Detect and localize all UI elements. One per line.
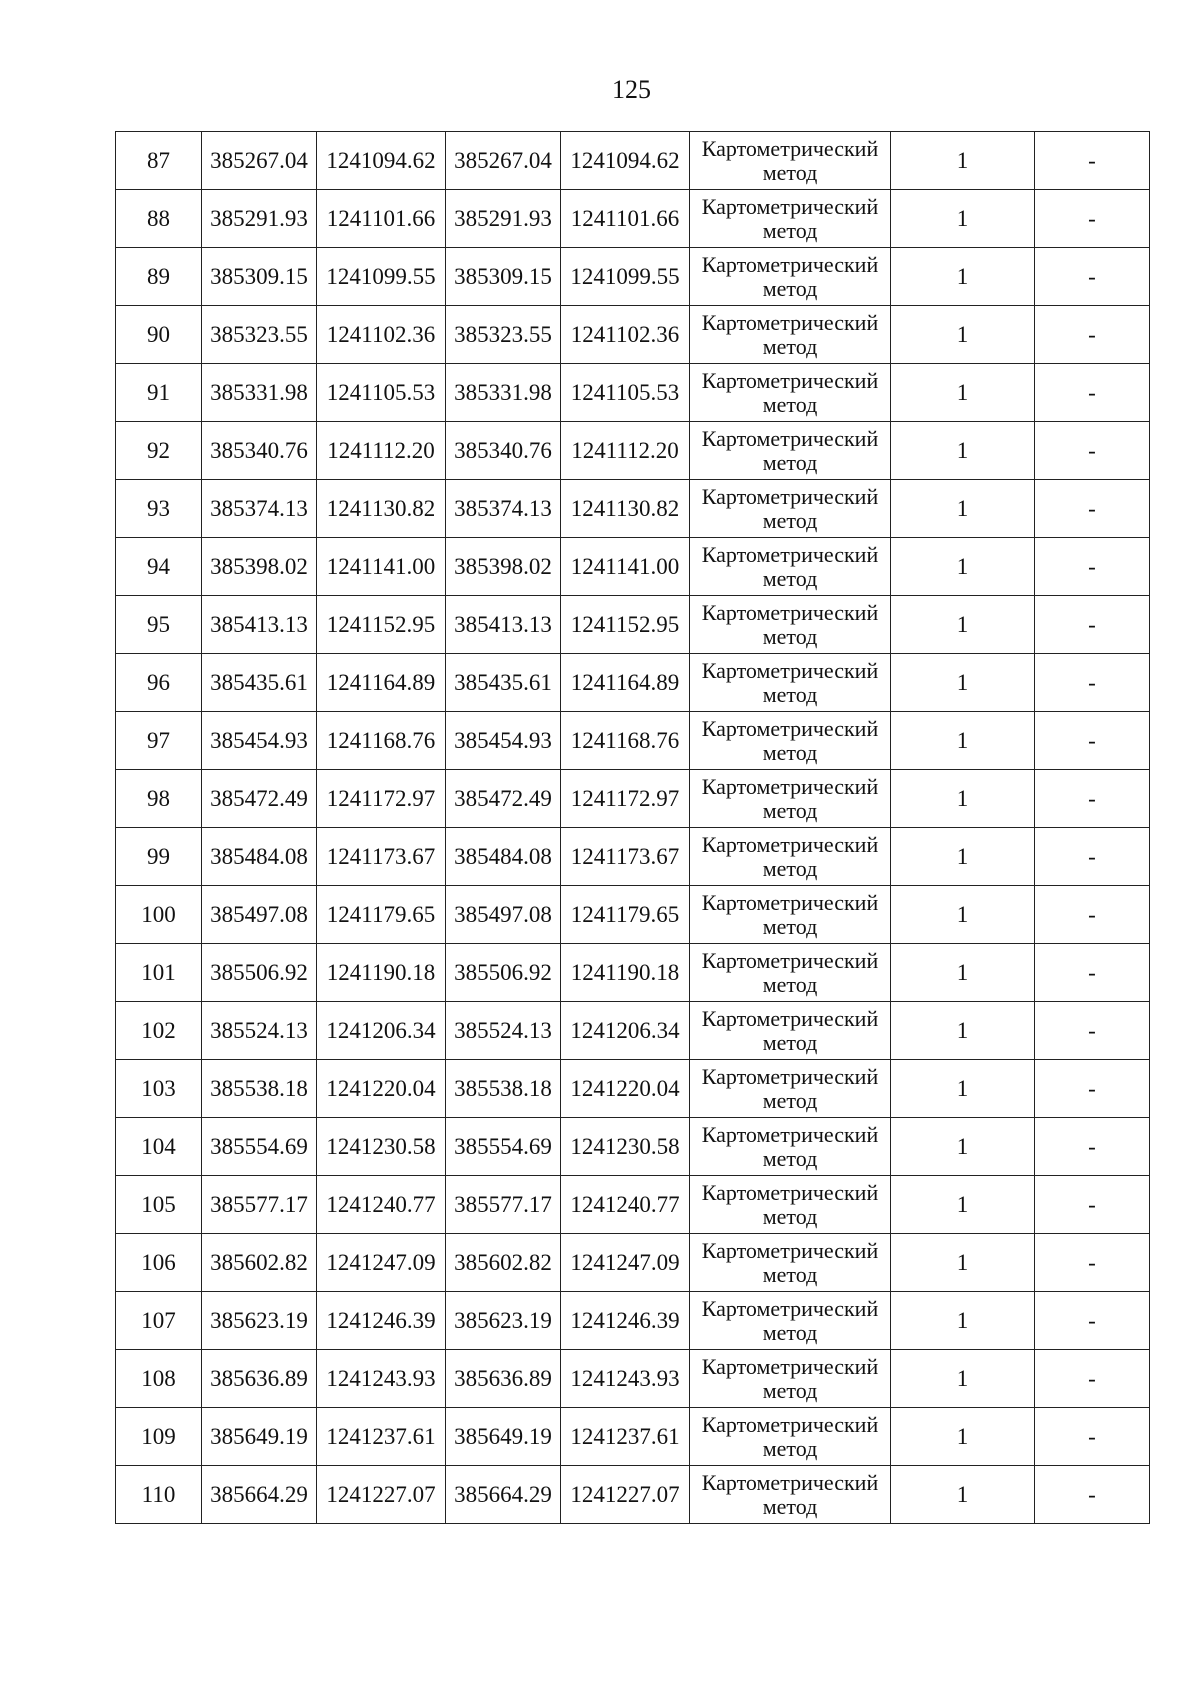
accuracy-cell: 1 — [891, 1292, 1035, 1350]
method-label-line1: Картометрический — [701, 483, 879, 509]
y-coordinate-2-cell: 1241164.89 — [561, 654, 690, 712]
note-cell: - — [1035, 1408, 1150, 1466]
table-row — [116, 1234, 1150, 1292]
method-label-line2: метод — [762, 1377, 818, 1403]
method-label-line2: метод — [762, 507, 818, 533]
x-coordinate-cell: 385538.18 — [202, 1060, 317, 1118]
x-coordinate-cell: 385267.04 — [202, 132, 317, 190]
method-label-line1: Картометрический — [701, 251, 879, 277]
accuracy-cell: 1 — [891, 1060, 1035, 1118]
x-coordinate-cell: 385374.13 — [202, 480, 317, 538]
y-coordinate-2-cell: 1241227.07 — [561, 1466, 690, 1524]
note-cell: - — [1035, 480, 1150, 538]
method-cell — [690, 480, 891, 538]
method-label-line2: метод — [762, 1319, 818, 1345]
x-coordinate-2-cell: 385291.93 — [446, 190, 561, 248]
accuracy-cell: 1 — [891, 886, 1035, 944]
note-cell: - — [1035, 1118, 1150, 1176]
note-cell: - — [1035, 132, 1150, 190]
method-label-line1: Картометрический — [701, 1121, 879, 1147]
method-label-line1: Картометрический — [701, 947, 879, 973]
table-body — [116, 132, 1150, 1524]
y-coordinate-cell: 1241206.34 — [317, 1002, 446, 1060]
method-label-line1: Картометрический — [701, 715, 879, 741]
method-cell — [690, 596, 891, 654]
note-cell: - — [1035, 1002, 1150, 1060]
y-coordinate-cell: 1241172.97 — [317, 770, 446, 828]
table-row — [116, 1292, 1150, 1350]
x-coordinate-cell: 385649.19 — [202, 1408, 317, 1466]
y-coordinate-2-cell: 1241230.58 — [561, 1118, 690, 1176]
method-label-line2: метод — [762, 739, 818, 765]
x-coordinate-cell: 385602.82 — [202, 1234, 317, 1292]
method-cell — [690, 306, 891, 364]
method-label-line2: метод — [762, 1029, 818, 1055]
table-row — [116, 596, 1150, 654]
point-number-cell: 92 — [116, 422, 202, 480]
y-coordinate-2-cell: 1241112.20 — [561, 422, 690, 480]
y-coordinate-2-cell: 1241102.36 — [561, 306, 690, 364]
point-number-cell: 91 — [116, 364, 202, 422]
x-coordinate-2-cell: 385309.15 — [446, 248, 561, 306]
method-label-line2: метод — [762, 623, 818, 649]
y-coordinate-2-cell: 1241247.09 — [561, 1234, 690, 1292]
x-coordinate-2-cell: 385374.13 — [446, 480, 561, 538]
accuracy-cell: 1 — [891, 190, 1035, 248]
accuracy-cell: 1 — [891, 596, 1035, 654]
point-number-cell: 107 — [116, 1292, 202, 1350]
x-coordinate-cell: 385435.61 — [202, 654, 317, 712]
note-cell: - — [1035, 1466, 1150, 1524]
method-cell — [690, 712, 891, 770]
x-coordinate-2-cell: 385623.19 — [446, 1292, 561, 1350]
x-coordinate-cell: 385323.55 — [202, 306, 317, 364]
accuracy-cell: 1 — [891, 1234, 1035, 1292]
note-cell: - — [1035, 886, 1150, 944]
x-coordinate-2-cell: 385497.08 — [446, 886, 561, 944]
method-label-line1: Картометрический — [701, 425, 879, 451]
y-coordinate-2-cell: 1241240.77 — [561, 1176, 690, 1234]
method-label-line2: метод — [762, 1261, 818, 1287]
note-cell: - — [1035, 364, 1150, 422]
table-row — [116, 828, 1150, 886]
x-coordinate-2-cell: 385454.93 — [446, 712, 561, 770]
note-cell: - — [1035, 190, 1150, 248]
method-label-line2: метод — [762, 1145, 818, 1171]
method-cell — [690, 828, 891, 886]
method-label-line2: метод — [762, 971, 818, 997]
y-coordinate-cell: 1241247.09 — [317, 1234, 446, 1292]
method-label-line1: Картометрический — [701, 1469, 879, 1495]
y-coordinate-cell: 1241102.36 — [317, 306, 446, 364]
method-label-line2: метод — [762, 217, 818, 243]
table-row — [116, 538, 1150, 596]
note-cell: - — [1035, 1060, 1150, 1118]
x-coordinate-cell: 385636.89 — [202, 1350, 317, 1408]
method-cell — [690, 364, 891, 422]
table-row — [116, 1350, 1150, 1408]
x-coordinate-2-cell: 385577.17 — [446, 1176, 561, 1234]
accuracy-cell: 1 — [891, 1350, 1035, 1408]
y-coordinate-cell: 1241164.89 — [317, 654, 446, 712]
note-cell: - — [1035, 828, 1150, 886]
note-cell: - — [1035, 712, 1150, 770]
note-cell: - — [1035, 538, 1150, 596]
accuracy-cell: 1 — [891, 480, 1035, 538]
method-label-line1: Картометрический — [701, 1353, 879, 1379]
method-label-line1: Картометрический — [701, 599, 879, 625]
method-label-line1: Картометрический — [701, 889, 879, 915]
table-row — [116, 1408, 1150, 1466]
accuracy-cell: 1 — [891, 1408, 1035, 1466]
method-label-line1: Картометрический — [701, 773, 879, 799]
y-coordinate-2-cell: 1241206.34 — [561, 1002, 690, 1060]
point-number-cell: 100 — [116, 886, 202, 944]
x-coordinate-2-cell: 385664.29 — [446, 1466, 561, 1524]
method-label-line2: метод — [762, 681, 818, 707]
table-row — [116, 770, 1150, 828]
method-label-line1: Картометрический — [701, 309, 879, 335]
accuracy-cell: 1 — [891, 828, 1035, 886]
x-coordinate-cell: 385472.49 — [202, 770, 317, 828]
x-coordinate-2-cell: 385484.08 — [446, 828, 561, 886]
y-coordinate-cell: 1241246.39 — [317, 1292, 446, 1350]
y-coordinate-cell: 1241237.61 — [317, 1408, 446, 1466]
accuracy-cell: 1 — [891, 770, 1035, 828]
method-label-line2: метод — [762, 449, 818, 475]
x-coordinate-2-cell: 385340.76 — [446, 422, 561, 480]
accuracy-cell: 1 — [891, 712, 1035, 770]
point-number-cell: 109 — [116, 1408, 202, 1466]
y-coordinate-cell: 1241112.20 — [317, 422, 446, 480]
table-row — [116, 190, 1150, 248]
x-coordinate-cell: 385291.93 — [202, 190, 317, 248]
method-cell — [690, 248, 891, 306]
y-coordinate-cell: 1241141.00 — [317, 538, 446, 596]
y-coordinate-cell: 1241240.77 — [317, 1176, 446, 1234]
x-coordinate-cell: 385577.17 — [202, 1176, 317, 1234]
point-number-cell: 97 — [116, 712, 202, 770]
accuracy-cell: 1 — [891, 1002, 1035, 1060]
note-cell: - — [1035, 654, 1150, 712]
y-coordinate-2-cell: 1241130.82 — [561, 480, 690, 538]
method-label-line1: Картометрический — [701, 367, 879, 393]
note-cell: - — [1035, 248, 1150, 306]
y-coordinate-2-cell: 1241172.97 — [561, 770, 690, 828]
x-coordinate-cell: 385454.93 — [202, 712, 317, 770]
y-coordinate-2-cell: 1241105.53 — [561, 364, 690, 422]
method-label-line1: Картометрический — [701, 1295, 879, 1321]
accuracy-cell: 1 — [891, 422, 1035, 480]
x-coordinate-2-cell: 385506.92 — [446, 944, 561, 1002]
note-cell: - — [1035, 944, 1150, 1002]
table-row — [116, 132, 1150, 190]
table-row — [116, 248, 1150, 306]
point-number-cell: 88 — [116, 190, 202, 248]
table-row — [116, 422, 1150, 480]
x-coordinate-2-cell: 385323.55 — [446, 306, 561, 364]
point-number-cell: 96 — [116, 654, 202, 712]
method-label-line1: Картометрический — [701, 193, 879, 219]
point-number-cell: 103 — [116, 1060, 202, 1118]
x-coordinate-2-cell: 385267.04 — [446, 132, 561, 190]
method-label-line1: Картометрический — [701, 1179, 879, 1205]
y-coordinate-2-cell: 1241152.95 — [561, 596, 690, 654]
method-label-line1: Картометрический — [701, 135, 879, 161]
y-coordinate-cell: 1241094.62 — [317, 132, 446, 190]
point-number-cell: 110 — [116, 1466, 202, 1524]
method-cell — [690, 1466, 891, 1524]
y-coordinate-cell: 1241130.82 — [317, 480, 446, 538]
y-coordinate-cell: 1241220.04 — [317, 1060, 446, 1118]
table-row — [116, 364, 1150, 422]
x-coordinate-cell: 385554.69 — [202, 1118, 317, 1176]
method-label-line1: Картометрический — [701, 831, 879, 857]
point-number-cell: 106 — [116, 1234, 202, 1292]
accuracy-cell: 1 — [891, 1176, 1035, 1234]
point-number-cell: 99 — [116, 828, 202, 886]
method-cell — [690, 654, 891, 712]
x-coordinate-cell: 385331.98 — [202, 364, 317, 422]
method-cell — [690, 886, 891, 944]
note-cell: - — [1035, 422, 1150, 480]
y-coordinate-2-cell: 1241246.39 — [561, 1292, 690, 1350]
note-cell: - — [1035, 596, 1150, 654]
table-row — [116, 1176, 1150, 1234]
y-coordinate-2-cell: 1241237.61 — [561, 1408, 690, 1466]
method-label-line2: метод — [762, 1087, 818, 1113]
method-label-line1: Картометрический — [701, 541, 879, 567]
note-cell: - — [1035, 1292, 1150, 1350]
point-number-cell: 105 — [116, 1176, 202, 1234]
point-number-cell: 93 — [116, 480, 202, 538]
method-cell — [690, 1118, 891, 1176]
x-coordinate-cell: 385497.08 — [202, 886, 317, 944]
accuracy-cell: 1 — [891, 1118, 1035, 1176]
y-coordinate-2-cell: 1241243.93 — [561, 1350, 690, 1408]
table-row — [116, 944, 1150, 1002]
method-label-line2: метод — [762, 391, 818, 417]
table-row — [116, 886, 1150, 944]
method-cell — [690, 1408, 891, 1466]
method-label-line2: метод — [762, 1435, 818, 1461]
method-label-line1: Картометрический — [701, 1063, 879, 1089]
x-coordinate-2-cell: 385472.49 — [446, 770, 561, 828]
point-number-cell: 102 — [116, 1002, 202, 1060]
method-label-line2: метод — [762, 913, 818, 939]
y-coordinate-2-cell: 1241141.00 — [561, 538, 690, 596]
method-cell — [690, 770, 891, 828]
method-label-line1: Картометрический — [701, 1411, 879, 1437]
coordinates-table — [115, 131, 1150, 1524]
table-row — [116, 712, 1150, 770]
x-coordinate-2-cell: 385649.19 — [446, 1408, 561, 1466]
method-label-line2: метод — [762, 565, 818, 591]
method-cell — [690, 1002, 891, 1060]
method-label-line2: метод — [762, 159, 818, 185]
point-number-cell: 98 — [116, 770, 202, 828]
point-number-cell: 108 — [116, 1350, 202, 1408]
accuracy-cell: 1 — [891, 1466, 1035, 1524]
method-label-line2: метод — [762, 797, 818, 823]
y-coordinate-2-cell: 1241101.66 — [561, 190, 690, 248]
x-coordinate-2-cell: 385602.82 — [446, 1234, 561, 1292]
y-coordinate-2-cell: 1241099.55 — [561, 248, 690, 306]
method-cell — [690, 1176, 891, 1234]
y-coordinate-2-cell: 1241094.62 — [561, 132, 690, 190]
x-coordinate-cell: 385413.13 — [202, 596, 317, 654]
table-row — [116, 654, 1150, 712]
method-cell — [690, 1292, 891, 1350]
x-coordinate-cell: 385506.92 — [202, 944, 317, 1002]
method-label-line2: метод — [762, 275, 818, 301]
x-coordinate-2-cell: 385636.89 — [446, 1350, 561, 1408]
point-number-cell: 101 — [116, 944, 202, 1002]
x-coordinate-2-cell: 385524.13 — [446, 1002, 561, 1060]
accuracy-cell: 1 — [891, 306, 1035, 364]
x-coordinate-cell: 385524.13 — [202, 1002, 317, 1060]
y-coordinate-cell: 1241099.55 — [317, 248, 446, 306]
point-number-cell: 104 — [116, 1118, 202, 1176]
x-coordinate-cell: 385664.29 — [202, 1466, 317, 1524]
y-coordinate-2-cell: 1241179.65 — [561, 886, 690, 944]
method-label-line2: метод — [762, 1203, 818, 1229]
y-coordinate-2-cell: 1241168.76 — [561, 712, 690, 770]
y-coordinate-2-cell: 1241173.67 — [561, 828, 690, 886]
x-coordinate-2-cell: 385538.18 — [446, 1060, 561, 1118]
y-coordinate-cell: 1241168.76 — [317, 712, 446, 770]
accuracy-cell: 1 — [891, 364, 1035, 422]
point-number-cell: 90 — [116, 306, 202, 364]
method-label-line2: метод — [762, 1493, 818, 1519]
x-coordinate-2-cell: 385413.13 — [446, 596, 561, 654]
table-row — [116, 480, 1150, 538]
method-cell — [690, 1060, 891, 1118]
point-number-cell: 89 — [116, 248, 202, 306]
x-coordinate-cell: 385398.02 — [202, 538, 317, 596]
accuracy-cell: 1 — [891, 538, 1035, 596]
table-row — [116, 1060, 1150, 1118]
table-row — [116, 1466, 1150, 1524]
method-cell — [690, 1234, 891, 1292]
table-row — [116, 306, 1150, 364]
method-label-line1: Картометрический — [701, 657, 879, 683]
y-coordinate-2-cell: 1241190.18 — [561, 944, 690, 1002]
page-number: 125 — [612, 75, 651, 104]
note-cell: - — [1035, 306, 1150, 364]
y-coordinate-cell: 1241152.95 — [317, 596, 446, 654]
x-coordinate-2-cell: 385554.69 — [446, 1118, 561, 1176]
y-coordinate-cell: 1241173.67 — [317, 828, 446, 886]
y-coordinate-cell: 1241101.66 — [317, 190, 446, 248]
accuracy-cell: 1 — [891, 132, 1035, 190]
method-label-line1: Картометрический — [701, 1237, 879, 1263]
accuracy-cell: 1 — [891, 654, 1035, 712]
method-cell — [690, 422, 891, 480]
note-cell: - — [1035, 770, 1150, 828]
x-coordinate-2-cell: 385435.61 — [446, 654, 561, 712]
method-cell — [690, 132, 891, 190]
y-coordinate-cell: 1241105.53 — [317, 364, 446, 422]
x-coordinate-cell: 385623.19 — [202, 1292, 317, 1350]
x-coordinate-cell: 385309.15 — [202, 248, 317, 306]
point-number-cell: 87 — [116, 132, 202, 190]
x-coordinate-2-cell: 385331.98 — [446, 364, 561, 422]
method-cell — [690, 538, 891, 596]
method-label-line1: Картометрический — [701, 1005, 879, 1031]
method-label-line2: метод — [762, 333, 818, 359]
y-coordinate-cell: 1241227.07 — [317, 1466, 446, 1524]
point-number-cell: 94 — [116, 538, 202, 596]
point-number-cell: 95 — [116, 596, 202, 654]
method-cell — [690, 944, 891, 1002]
method-label-line2: метод — [762, 855, 818, 881]
y-coordinate-cell: 1241230.58 — [317, 1118, 446, 1176]
method-cell — [690, 190, 891, 248]
accuracy-cell: 1 — [891, 944, 1035, 1002]
y-coordinate-cell: 1241179.65 — [317, 886, 446, 944]
y-coordinate-cell: 1241190.18 — [317, 944, 446, 1002]
y-coordinate-cell: 1241243.93 — [317, 1350, 446, 1408]
x-coordinate-2-cell: 385398.02 — [446, 538, 561, 596]
x-coordinate-cell: 385340.76 — [202, 422, 317, 480]
note-cell: - — [1035, 1176, 1150, 1234]
note-cell: - — [1035, 1234, 1150, 1292]
table-row — [116, 1118, 1150, 1176]
table-row — [116, 1002, 1150, 1060]
accuracy-cell: 1 — [891, 248, 1035, 306]
method-cell — [690, 1350, 891, 1408]
y-coordinate-2-cell: 1241220.04 — [561, 1060, 690, 1118]
x-coordinate-cell: 385484.08 — [202, 828, 317, 886]
note-cell: - — [1035, 1350, 1150, 1408]
